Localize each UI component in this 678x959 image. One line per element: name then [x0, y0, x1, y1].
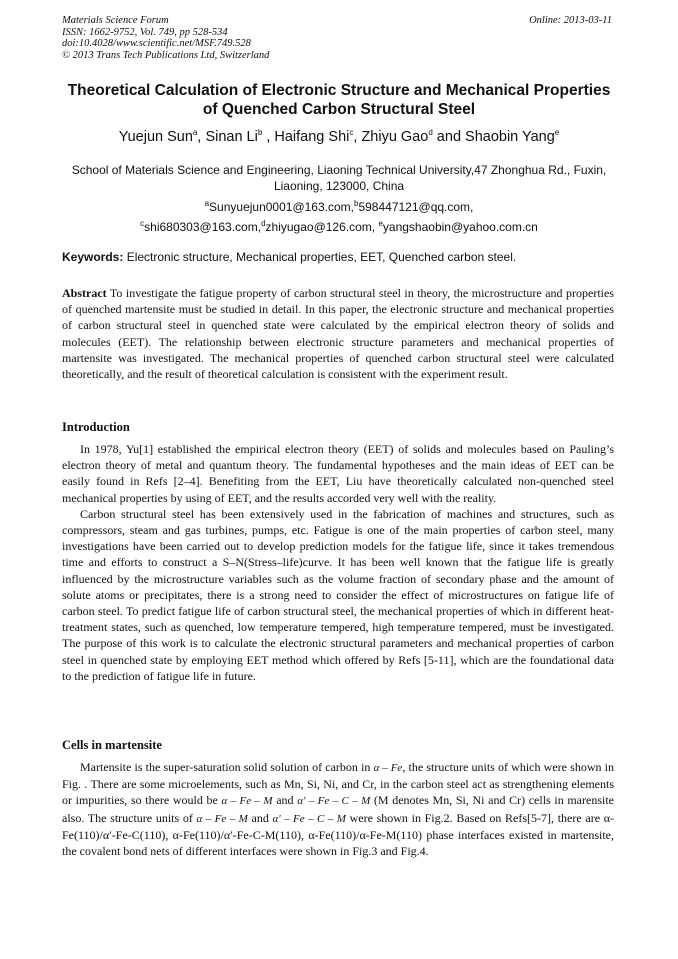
author-name: Sinan Li [205, 128, 258, 145]
email-address: yangshaobin@yahoo.com.cn [382, 219, 538, 234]
email-mark: b [354, 199, 359, 208]
cells-body [62, 759, 614, 859]
email-address: Sunyuejun0001@163.com, [209, 200, 354, 214]
cells-paragraph [62, 759, 614, 859]
abstract [62, 285, 614, 382]
cells-heading: Cells in martensite [62, 738, 162, 752]
author-name: Haifang Shi [274, 128, 350, 145]
journal-header [62, 15, 269, 61]
abstract-text: To investigate the fatigue property of carbon structural steel in theory, the microstructure and properties of quenched martensite must be studied in detail. In this paper, the electronic structure and mechanical properties of carbon structural steel in quenched state were calculated by the empirical electron theory of solids and molecules (EET). The relationship between electronic structure parameters and mechanical properties of martensite was investigated. The mechanical properties of quenched carbon structural steel were calculated theoretically, and the result of theoretical calculation is consistent with the experiment result. [62, 286, 614, 382]
text-run: and [272, 793, 298, 808]
text-run: , the structure units of which were shown in Fig. . There are some microelements, such as Mn, Si, Ni, and Cr, in the carbon steel act as strengthening elements or impurities, so there would be [62, 760, 614, 808]
math-expression: α' – Fe – C – M [272, 812, 346, 825]
email-line-1 [62, 196, 616, 216]
math-expression: α' – Fe – C – M [297, 795, 371, 808]
author-separator: , [353, 128, 362, 145]
abstract-label: Abstract [62, 286, 107, 300]
introduction-heading: Introduction [62, 420, 130, 434]
author-affil-mark: b [257, 128, 263, 137]
keywords-label: Keywords: [62, 250, 124, 264]
email-mark: c [140, 218, 145, 228]
author-name: Zhiyu Gao [361, 128, 429, 145]
email-address: shi680303@163.com, [144, 219, 262, 234]
author-name: Yuejun Sun [118, 128, 193, 145]
copyright-line: © 2013 Trans Tech Publications Ltd, Switzerland [62, 49, 270, 61]
text-run: and [247, 810, 273, 825]
author-affil-mark: d [428, 128, 433, 137]
author-separator: , [262, 128, 275, 145]
doi-line: doi:10.4028/www.scientific.net/MSF.749.528 [62, 38, 251, 49]
author-affil-mark: a [192, 128, 198, 137]
issn-line: ISSN: 1662-9752, Vol. 749, pp 528-534 [62, 26, 228, 38]
text-run: (M denotes Mn, Si, Ni and Cr) cells in marensite also. The structure units of [62, 793, 614, 825]
introduction-body [62, 441, 614, 684]
keywords-text: Electronic structure, Mechanical properties, EET, Quenched carbon steel. [123, 250, 517, 264]
author-affil-mark: c [349, 128, 354, 137]
email-line-2 [62, 216, 616, 236]
affiliation: School of Materials Science and Engineering, Liaoning Technical University,47 Zhonghua Rd., Fuxin, Liaoning, 123000, China [71, 163, 607, 193]
journal-name: Materials Science Forum [62, 15, 169, 26]
email-mark: d [261, 218, 266, 228]
email-address: 598447121@qq.com, [358, 200, 474, 214]
math-expression: α – Fe – M [196, 812, 248, 825]
keywords [62, 250, 616, 264]
email-mark: e [378, 218, 383, 228]
math-expression: α – Fe – M [221, 795, 273, 808]
text-run: Martensite is the super-saturation solid solution of carbon in [80, 760, 374, 774]
author-separator: , [197, 128, 206, 145]
intro-paragraph-2: Carbon structural steel has been extensively used in the fabrication of machines and structures, such as compressors, steam and gas turbines, pumps, etc. Fatigue is one of the main properties of carbon steel, many investigations have been carried out to develop prediction models for the fatigue life, since it takes tremendous time and efforts to construct a S–N(Stress–life)curve. It has been well known that the fatigue life is greatly influenced by the microstructure variables such as the volume fraction of secondary phase and the amount of solute atoms or precipitates, there is a strong need to consider the effect of microstructures on fatigue life of carbon steel. To predict fatigue life of carbon structural steel, the mechanical properties of which in different heat-treatment states, such as quenched, low temperature tempered, high temperature tempered, must be investigated. The purpose of this work is to calculate the electronic structural parameters and mechanical properties of carbon steel in quenched state by employing EET method which offered by Refs [5-11], which are the foundational data to the prediction of fatigue life in future. [62, 506, 614, 683]
email-address: zhiyugao@126.com, [265, 219, 379, 234]
intro-paragraph-1: In 1978, Yu[1] established the empirical electron theory (EET) of solids and molecules based on Pauling’s electron theory of metal and quantum theory. The fundamental hypotheses and the main ideas of EET can be easily found in Refs [2–4]. Benefiting from the EET, Liu have theoretically calculated non-quenched steel mechanical properties by using of EET, and the results accorded very well with the reality. [62, 442, 614, 505]
online-date: Online: 2013-03-11 [529, 15, 612, 26]
email-mark: a [204, 199, 210, 208]
paper-title: Theoretical Calculation of Electronic Structure and Mechanical Properties of Quenched Carbon Structural Steel [67, 82, 611, 118]
author-emails [62, 196, 616, 235]
author-name: Shaobin Yang [465, 128, 555, 145]
author-separator: and [432, 128, 466, 145]
text-run: were shown in Fig.2. Based on Refs[5-7], there are α-Fe(110)/α′-Fe-C(110), α-Fe(110)/α′-Fe-C-M(110), α-Fe(110)/α-Fe-M(110) phase interfaces existed in martensite, the covalent bond nets of different interfaces were shown in Fig.3 and Fig.4. [62, 810, 614, 859]
math-expression: α – Fe [373, 762, 403, 774]
author-affil-mark: e [554, 128, 560, 137]
author-list [62, 128, 616, 145]
